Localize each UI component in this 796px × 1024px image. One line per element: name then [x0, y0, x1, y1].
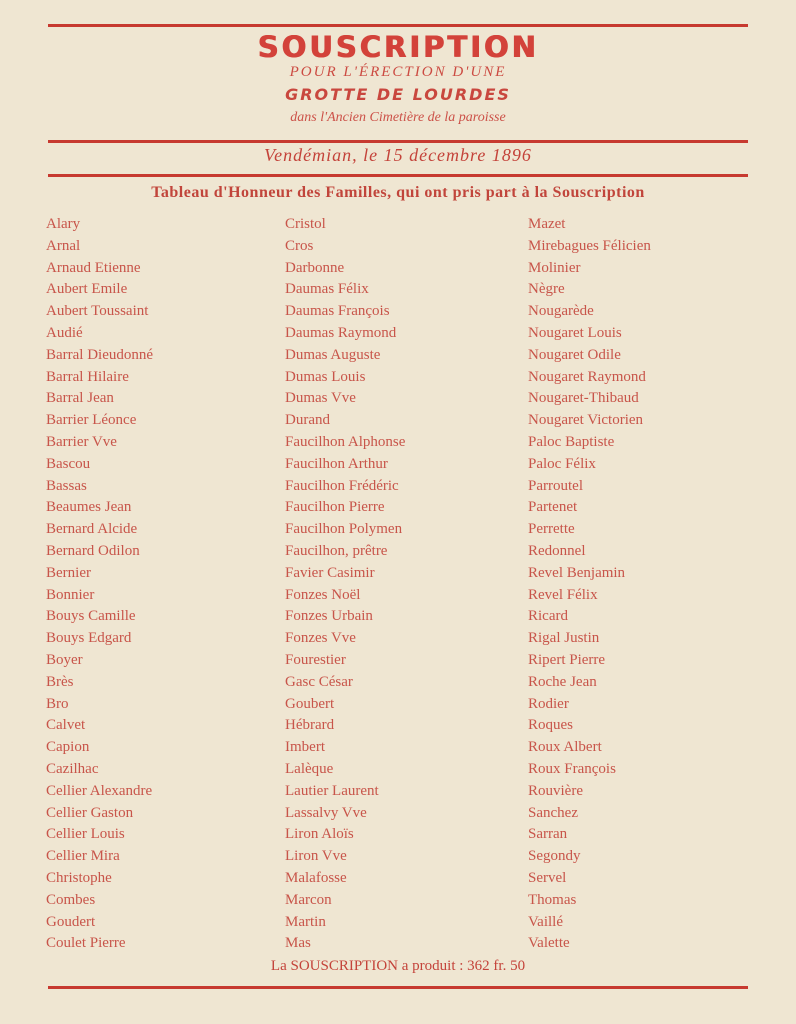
family-name: Rouvière	[528, 782, 583, 799]
family-name: Liron Aloïs	[285, 826, 354, 843]
family-name: Servel	[528, 869, 567, 886]
family-name: Bascou	[46, 455, 91, 472]
names-column-1	[46, 214, 153, 955]
family-name: Darbonne	[285, 259, 345, 276]
family-name: Partenet	[528, 499, 578, 516]
family-name: Daumas Raymond	[285, 324, 397, 341]
family-name: Faucilhon Arthur	[285, 455, 388, 472]
family-name: Barrier Vve	[46, 433, 117, 450]
top-rule	[48, 24, 748, 27]
family-name: Alary	[46, 216, 81, 232]
family-name: Rigal Justin	[528, 630, 600, 647]
family-name: Marcon	[285, 891, 332, 908]
date-rule	[48, 174, 748, 177]
family-name: Bro	[46, 695, 69, 712]
family-name: Cristol	[285, 216, 326, 232]
family-name: Capion	[46, 739, 90, 756]
family-name: Coulet Pierre	[46, 935, 126, 952]
family-name: Audié	[46, 324, 83, 341]
family-name: Dumas Louis	[285, 368, 366, 385]
names-column-3	[528, 214, 651, 955]
family-name: Mas	[285, 935, 311, 952]
subtitle-erection: POUR L'ÉRECTION D'UNE	[289, 64, 507, 80]
family-name: Nègre	[528, 281, 565, 298]
family-name: Vaillé	[528, 913, 563, 930]
family-name: Rodier	[528, 695, 569, 712]
family-name: Gasc César	[285, 673, 353, 690]
family-name: Lalèque	[285, 760, 334, 777]
family-name: Sanchez	[528, 804, 578, 821]
family-name: Faucilhon Alphonse	[285, 433, 406, 450]
family-name: Lassalvy Vve	[285, 804, 367, 821]
family-name: Malafosse	[285, 869, 347, 886]
subtitle-cemetery: dans l'Ancien Cimetière de la paroisse	[290, 110, 506, 125]
family-name: Cellier Gaston	[46, 804, 134, 821]
family-name: Cros	[285, 237, 314, 254]
family-name: Arnaud Etienne	[46, 259, 141, 276]
family-name: Daumas Félix	[285, 281, 369, 298]
family-name: Mazet	[528, 216, 566, 232]
family-name: Goudert	[46, 913, 96, 930]
family-name: Ripert Pierre	[528, 651, 606, 668]
family-name: Fourestier	[285, 651, 346, 668]
family-name: Roux François	[528, 760, 616, 777]
family-name: Dumas Auguste	[285, 346, 381, 363]
family-name: Faucilhon Frédéric	[285, 477, 399, 494]
family-name: Aubert Toussaint	[46, 303, 149, 320]
family-name: Bernard Alcide	[46, 521, 138, 538]
family-name: Roche Jean	[528, 673, 597, 690]
family-name: Daumas François	[285, 303, 390, 320]
family-name: Redonnel	[528, 542, 586, 559]
family-name: Fonzes Noël	[285, 586, 361, 603]
family-name: Goubert	[285, 695, 335, 712]
family-name: Durand	[285, 412, 330, 429]
family-name: Brès	[46, 673, 74, 690]
family-name: Nougaret Odile	[528, 346, 621, 363]
family-name: Christophe	[46, 869, 112, 886]
family-name: Nougaret Victorien	[528, 412, 644, 429]
family-name: Barral Hilaire	[46, 368, 129, 385]
family-name: Parroutel	[528, 477, 583, 494]
family-name: Beaumes Jean	[46, 499, 132, 516]
family-name: Boyer	[46, 651, 83, 668]
family-name: Thomas	[528, 891, 577, 908]
document-title: SOUSCRIPTION	[257, 30, 539, 64]
family-name: Paloc Félix	[528, 455, 596, 472]
family-name: Cazilhac	[46, 760, 99, 777]
family-name: Liron Vve	[285, 848, 347, 865]
honor-table-title: Tableau d'Honneur des Familles, qui ont pris part à la Souscription	[151, 184, 645, 201]
family-name: Imbert	[285, 739, 325, 756]
family-name: Favier Casimir	[285, 564, 375, 581]
family-name: Barrier Léonce	[46, 412, 137, 429]
family-name: Aubert Emile	[46, 281, 128, 298]
family-name: Faucilhon Polymen	[285, 521, 403, 538]
family-name: Bouys Camille	[46, 608, 136, 625]
family-name: Arnal	[46, 237, 81, 254]
bottom-rule	[48, 986, 748, 989]
family-name: Nougaret Louis	[528, 324, 622, 341]
family-name: Revel Benjamin	[528, 564, 626, 581]
family-name: Roux Albert	[528, 739, 602, 756]
family-name: Faucilhon, prêtre	[285, 542, 388, 559]
family-name: Nougarède	[528, 303, 594, 320]
names-column-2	[285, 214, 405, 955]
subscription-total: La SOUSCRIPTION a produit : 362 fr. 50	[270, 958, 526, 974]
family-name: Hébrard	[285, 717, 335, 734]
family-name: Fonzes Urbain	[285, 608, 373, 625]
family-name: Roques	[528, 717, 573, 734]
subtitle-grotte: GROTTE DE LOURDES	[285, 85, 511, 104]
family-name: Combes	[46, 891, 96, 908]
family-name: Mirebagues Félicien	[528, 237, 651, 254]
header-rule	[48, 140, 748, 143]
family-name: Bernard Odilon	[46, 542, 140, 559]
family-name: Molinier	[528, 259, 581, 276]
family-name: Calvet	[46, 717, 86, 734]
family-name: Bassas	[46, 477, 87, 494]
family-name: Lautier Laurent	[285, 782, 379, 799]
family-name: Ricard	[528, 608, 568, 625]
family-name: Barral Jean	[46, 390, 114, 407]
family-name: Fonzes Vve	[285, 630, 356, 647]
family-name: Revel Félix	[528, 586, 598, 603]
family-name: Paloc Baptiste	[528, 433, 615, 450]
family-name: Dumas Vve	[285, 390, 356, 407]
family-name: Cellier Louis	[46, 826, 125, 843]
family-name: Nougaret-Thibaud	[528, 390, 639, 407]
family-name: Segondy	[528, 848, 581, 865]
family-name: Cellier Mira	[46, 848, 120, 865]
family-name: Bonnier	[46, 586, 95, 603]
family-name: Valette	[528, 935, 570, 952]
family-name: Sarran	[528, 826, 568, 843]
family-name: Faucilhon Pierre	[285, 499, 385, 516]
family-name: Bouys Edgard	[46, 630, 132, 647]
family-name: Martin	[285, 913, 326, 930]
family-name: Cellier Alexandre	[46, 782, 153, 799]
place-date: Vendémian, le 15 décembre 1896	[264, 145, 532, 165]
family-name: Perrette	[528, 521, 575, 538]
family-name: Barral Dieudonné	[46, 346, 154, 363]
family-name: Bernier	[46, 564, 91, 581]
family-name: Nougaret Raymond	[528, 368, 646, 385]
